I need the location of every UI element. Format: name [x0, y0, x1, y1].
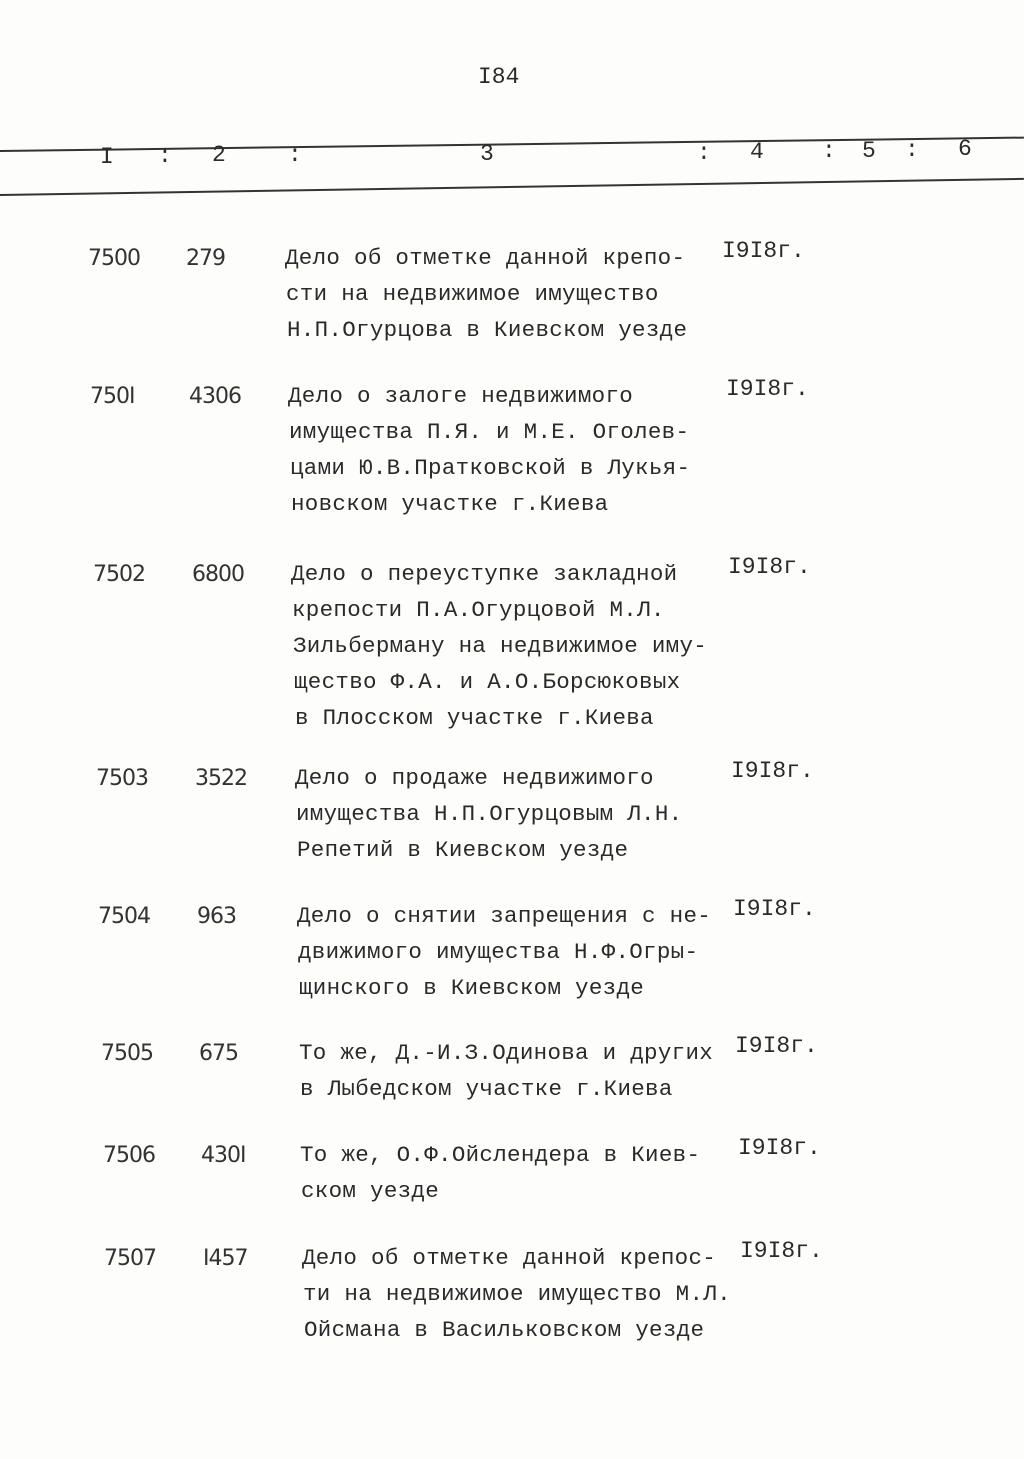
entry-description: [291, 556, 707, 736]
header-rule-bottom: [0, 178, 1024, 196]
entry-description: [300, 1137, 700, 1209]
entry-year: I9I8г.: [722, 238, 805, 264]
column-header: 5: [862, 137, 876, 164]
entry-number: 7507: [104, 1246, 156, 1271]
description-line: Дело о залоге недвижимого: [288, 383, 634, 409]
entry-year: I9I8г.: [731, 758, 814, 784]
description-line: Дело о продаже недвижимого: [295, 765, 654, 791]
column-header: 2: [212, 142, 226, 169]
page-number: I84: [478, 64, 520, 90]
entry-number: 7503: [96, 766, 148, 791]
entry-number: 7500: [88, 246, 140, 271]
file-number: I457: [203, 1246, 248, 1271]
description-line: Репетий в Киевском уезде: [297, 837, 629, 863]
entry-number: 7505: [101, 1041, 153, 1066]
entry-year: I9I8г.: [733, 896, 816, 922]
entry-number: 750I: [90, 384, 135, 409]
entry-year: I9I8г.: [735, 1033, 818, 1059]
description-line: в Плосском участке г.Киева: [295, 705, 654, 731]
file-number: 430I: [201, 1143, 246, 1168]
entry-description: [297, 898, 711, 1006]
entry-description: [302, 1240, 731, 1348]
description-line: ском уезде: [301, 1178, 440, 1204]
column-header: 6: [958, 136, 972, 162]
file-number: 675: [199, 1041, 238, 1066]
entry-description: [295, 760, 682, 868]
description-line: ти на недвижимое имущество М.Л.: [303, 1281, 731, 1307]
description-line: щинского в Киевском уезде: [299, 975, 645, 1001]
description-line: Зильберману на недвижимое иму-: [293, 633, 708, 659]
description-line: имущества П.Я. и М.Е. Оголев-: [289, 419, 690, 445]
file-number: 279: [186, 246, 225, 271]
column-separator: :: [905, 136, 919, 163]
entry-number: 7502: [93, 562, 145, 587]
entry-year: I9I8г.: [740, 1238, 823, 1264]
description-line: движимого имущества Н.Ф.Огры-: [298, 939, 699, 965]
file-number: 4306: [189, 384, 241, 409]
file-number: 3522: [195, 766, 247, 791]
column-separator: :: [288, 141, 302, 168]
file-number: 6800: [192, 562, 244, 587]
entry-number: 7504: [98, 904, 150, 929]
column-separator: :: [697, 140, 711, 166]
entry-description: [299, 1035, 713, 1107]
entry-number: 7506: [103, 1143, 155, 1168]
description-line: новском участке г.Киева: [291, 491, 609, 517]
description-line: крепости П.А.Огурцовой М.Л.: [292, 597, 665, 623]
description-line: То же, О.Ф.Ойслендера в Киев-: [300, 1142, 701, 1168]
description-line: щество Ф.А. и А.О.Борсюковых: [294, 669, 681, 695]
description-line: Дело об отметке данной крепо-: [285, 245, 686, 271]
column-separator: :: [158, 143, 172, 170]
column-header: 4: [750, 139, 764, 166]
column-separator: :: [822, 138, 836, 165]
description-line: То же, Д.-И.З.Одинова и других: [299, 1040, 714, 1066]
entry-year: I9I8г.: [738, 1135, 821, 1161]
description-line: Дело о переуступке закладной: [291, 561, 678, 587]
description-line: Дело о снятии запрещения с не-: [297, 903, 712, 929]
description-line: Ойсмана в Васильковском уезде: [304, 1317, 705, 1343]
description-line: цами Ю.В.Пратковской в Лукья-: [290, 455, 691, 481]
entry-year: I9I8г.: [726, 376, 809, 402]
description-line: Н.П.Огурцова в Киевском уезде: [287, 317, 688, 343]
column-header: 3: [480, 140, 494, 167]
description-line: в Лыбедском участке г.Киева: [300, 1076, 673, 1102]
description-line: сти на недвижимое имущество: [286, 281, 659, 307]
entry-description: [288, 378, 690, 522]
file-number: 963: [197, 904, 236, 929]
entry-year: I9I8г.: [728, 554, 811, 580]
column-header: I: [100, 144, 114, 170]
entry-description: [285, 240, 687, 348]
description-line: Дело об отметке данной крепос-: [302, 1245, 717, 1271]
description-line: имущества Н.П.Огурцовым Л.Н.: [296, 801, 683, 827]
